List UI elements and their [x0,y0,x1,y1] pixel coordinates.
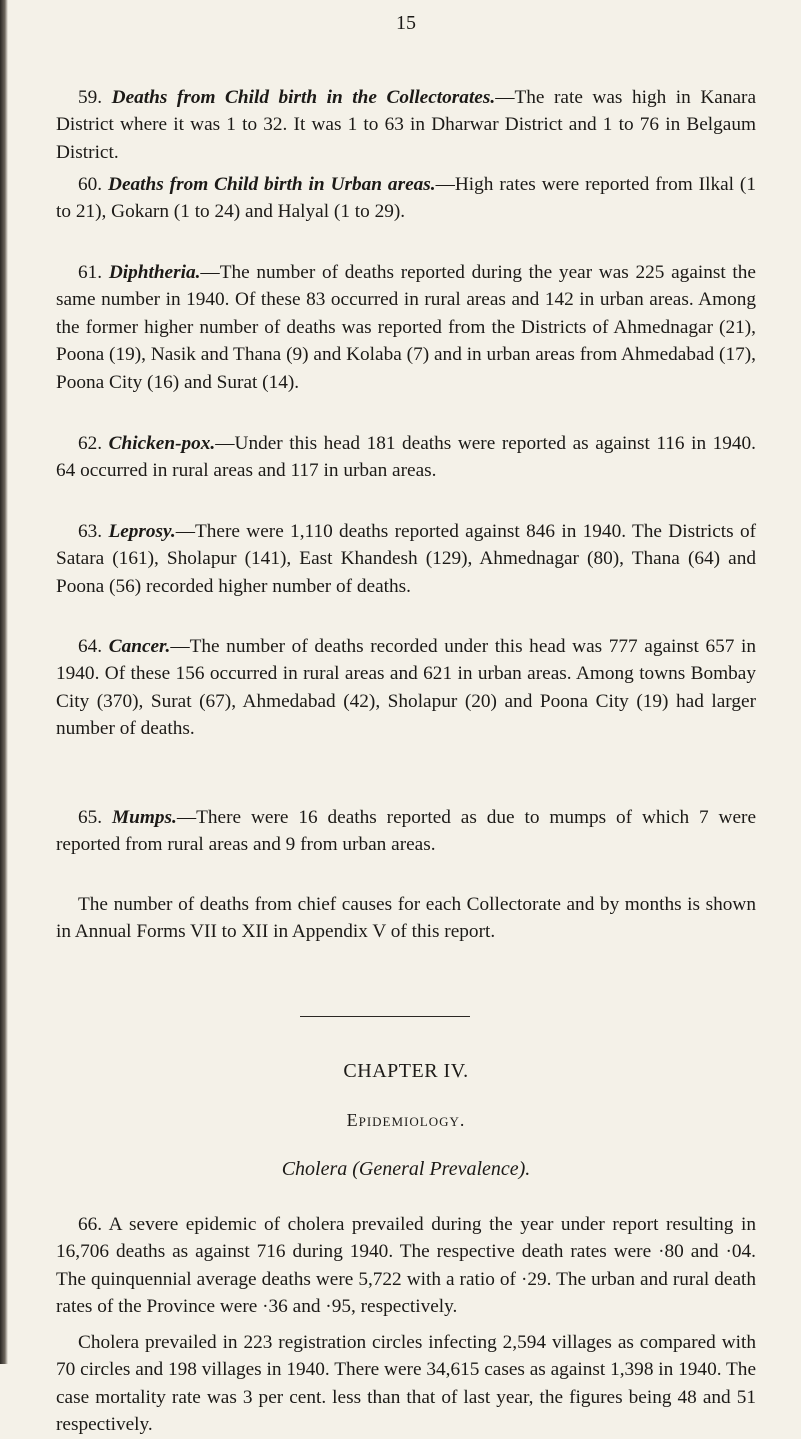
paragraph-title: Deaths from Child birth in Urban areas. [108,174,436,195]
paragraph-appendix-note [56,891,756,946]
paragraph-63 [56,518,756,600]
paragraph-text: —The number of deaths recorded under this head was 777 against 657 in 1940. Of these 156 occurred in rural areas and 621 in urban areas. Among towns Bombay City (370), Surat (67), Ahmedabad (42), Sholapur (20) and Poona City (19) had larger number of deaths. [56,636,756,740]
paragraph-text: Cholera prevailed in 223 registration circles infecting 2,594 villages as compared with 70 circles and 198 villages in 1940. There were 34,615 cases as against 1,398 in 1940. The case mortality rate was 3 per cent. less than that of last year, the figures being 48 and 51 respectively. [56,1332,756,1436]
paragraph-cholera-circles [56,1329,756,1439]
paragraph-62 [56,430,756,485]
paragraph-number: 66. [78,1214,103,1235]
chapter-heading: CHAPTER IV. [343,1060,469,1082]
paragraph-text: —There were 16 deaths reported as due to mumps of which 7 were reported from rural areas and 9 from urban areas. [56,807,757,856]
paragraph-64 [56,633,756,743]
paragraph-number: 65. [78,807,103,828]
paragraph-title: Deaths from Child birth in the Collectorates. [111,87,496,108]
paragraph-title: Chicken-pox. [108,433,216,454]
chapter-subheading: Epidemiology. [346,1110,466,1130]
paragraph-text: —High rates were reported from Ilkal (1 to 21), Gokarn (1 to 24) and Halyal (1 to 29). [56,174,756,223]
paragraph-60 [56,171,756,226]
paragraph-65 [56,804,756,859]
paragraph-title: Cancer. [108,636,171,657]
paragraph-number: 64. [78,636,103,657]
paragraph-text: —The rate was high in Kanara District where it was 1 to 32. It was 1 to 63 in Dharwar District and 1 to 76 in Belgaum District. [56,87,757,163]
paragraph-59 [56,84,756,166]
paragraph-title: Leprosy. [108,521,176,542]
paragraph-number: 61. [78,262,103,283]
paragraph-61 [56,259,756,396]
paragraph-text: —There were 1,110 deaths reported against 846 in 1940. The Districts of Satara (161), Sholapur (141), East Khandesh (129), Ahmednagar (80), Thana (64) and Poona (56) recorded higher number of deaths. [56,521,757,597]
section-heading: Cholera (General Prevalence). [281,1158,531,1180]
paragraph-text: —Under this head 181 deaths were reported as against 116 in 1940. 64 occurred in rural areas and 117 in urban areas. [56,433,756,482]
paragraph-number: 59. [78,87,103,108]
paragraph-text: The number of deaths from chief causes for each Collectorate and by months is shown in Annual Forms VII to XII in Appendix V of this report. [56,894,756,943]
paragraph-66 [56,1211,756,1321]
paragraph-text: A severe epidemic of cholera prevailed during the year under report resulting in 16,706 deaths as against 716 during 1940. The respective death rates were ·80 and ·04. The quinquennial average deaths were 5,722 with a ratio of ·29. The urban and rural death rates of the Province were ·36 and ·95, respectively. [56,1214,756,1318]
paragraph-title: Diphtheria. [108,262,201,283]
paragraph-number: 63. [78,521,103,542]
page-number: 15 [396,12,416,34]
paragraph-number: 60. [78,174,103,195]
paragraph-number: 62. [78,433,103,454]
paragraph-text: —The number of deaths reported during the year was 225 against the same number in 1940. Of these 83 occurred in rural areas and 142 in urban areas. Among the former higher number of deaths was reported from the Districts of Ahmednagar (21), Poona (19), Nasik and Thana (9) and Kolaba (7) and in urban areas from Ahmedabad (17), Poona City (16) and Surat (14). [56,262,756,393]
page-binding-edge [0,0,8,1364]
paragraph-title: Mumps. [112,807,177,828]
section-divider [300,1016,470,1017]
